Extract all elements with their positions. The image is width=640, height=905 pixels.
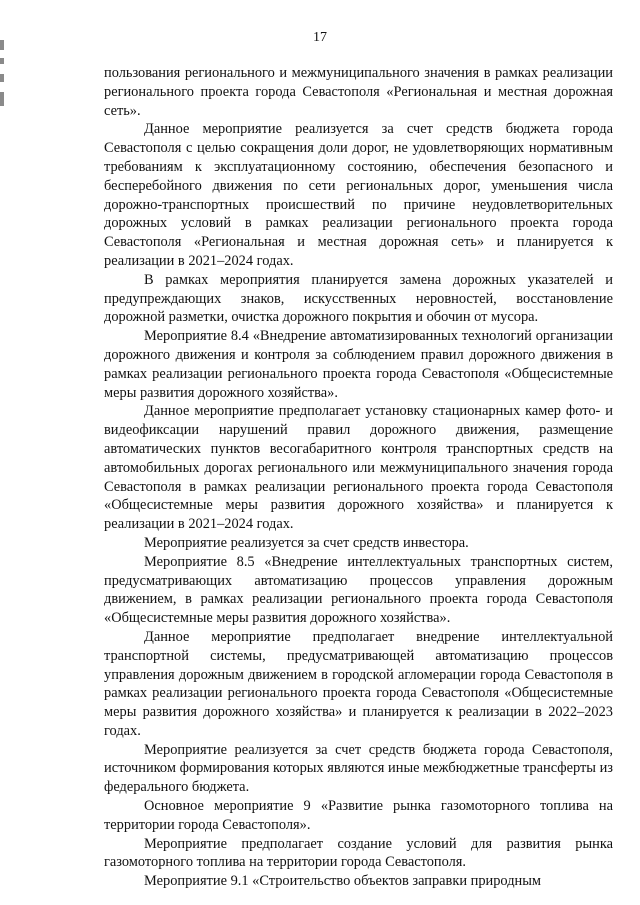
paragraph: Мероприятие 8.5 «Внедрение интеллектуальных транспортных систем, предусматривающих автоматизацию процессов управления дорожным движением, в рамках реализации регионального проекта города Севастополя «Общесистемные меры развития дорожного хозяйства». — [104, 553, 613, 627]
paragraph: Мероприятие предполагает создание условий для развития рынка газомоторного топлива на территории города Севастополя. — [104, 835, 613, 871]
paragraph: Основное мероприятие 9 «Развитие рынка газомоторного топлива на территории города Севастополя». — [104, 798, 613, 833]
paragraph: Данное мероприятие предполагает установку стационарных камер фото- и видеофиксации нарушений правил дорожного движения, размещение автоматических пунктов весогабаритного контроля транспортных средств на автомобильных дорогах регионального или межмуниципального значения города Севастополя в рамках реализации регионального проекта города Севастополя «Общесистемные меры развития дорожного хозяйства» и планируется к реализации в 2021–2024 годах. — [104, 403, 613, 533]
paragraph: Данное мероприятие предполагает внедрение интеллектуальной транспортной системы, предусматривающей автоматизацию процессов управления дорожным движением в городской агломерации города Севастополя в рамках реализации регионального проекта города Севастополя «Общесистемные меры развития дорожного хозяйства» и планируется к реализации в 2022–2023 годах. — [104, 628, 613, 739]
paragraph: Мероприятие 9.1 «Строительство объектов заправки природным — [144, 873, 542, 890]
document-body — [104, 64, 613, 891]
paragraph: Мероприятие 8.4 «Внедрение автоматизированных технологий организации дорожного движения и контроля за соблюдением правил дорожного движения в рамках реализации регионального проекта города Севастополя «Общесистемные меры развития дорожного хозяйства». — [104, 328, 613, 401]
paragraph: Данное мероприятие реализуется за счет средств бюджета города Севастополя с целью сокращения доли дорог, не удовлетворяющих нормативным требованиям к эксплуатационному состоянию, обеспечения безопасного и бесперебойного движения по сети региональных дорог, уменьшения числа дорожно-транспортных происшествий по причине неудовлетворительных дорожных условий в рамках реализации регионального проекта города Севастополя «Региональная и местная дорожная сеть» и планируется к реализации в 2021–2024 годах. — [104, 121, 613, 269]
paragraph: пользования регионального и межмуниципального значения в рамках реализации регионального проекта города Севастополя «Региональная и местная дорожная сеть». — [104, 65, 613, 119]
paragraph: В рамках мероприятия планируется замена дорожных указателей и предупреждающих знаков, искусственных неровностей, восстановление дорожной разметки, очистка дорожного покрытия и обочин от мусора. — [104, 271, 613, 326]
paragraph: Мероприятие реализуется за счет средств бюджета города Севастополя, источником формирования которых являются иные межбюджетные трансферты из федерального бюджета. — [104, 741, 613, 796]
page-number: 17 — [313, 30, 327, 45]
binding-edge-marks — [0, 0, 8, 905]
paragraph: Мероприятие реализуется за счет средств инвестора. — [144, 534, 469, 551]
